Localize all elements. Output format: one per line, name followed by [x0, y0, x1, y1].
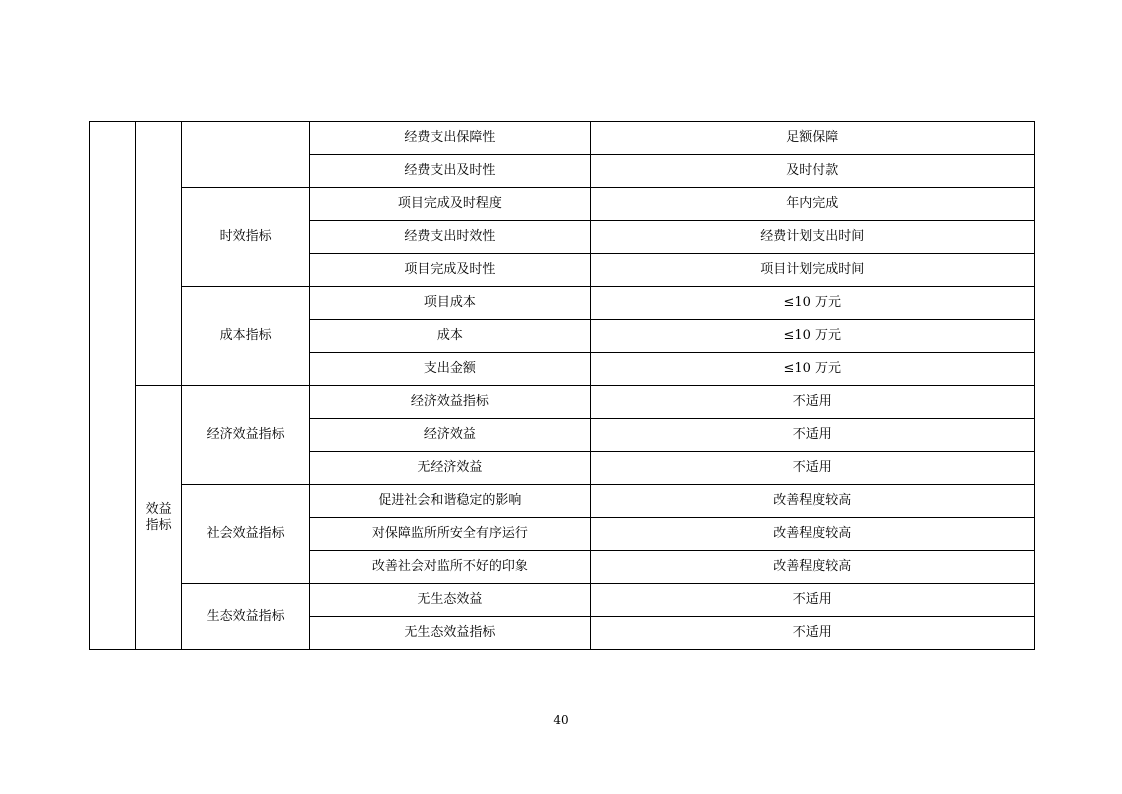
benefit-label-line: 指标: [145, 517, 172, 533]
value-cell: 经费计划支出时间: [590, 221, 1035, 254]
benefit-label-line: 效益: [145, 501, 172, 517]
indicator-cell: 项目成本: [310, 287, 590, 320]
indicator-cell: 促进社会和谐稳定的影响: [310, 485, 590, 518]
performance-indicator-table: [89, 121, 1035, 650]
value-cell: 不适用: [590, 386, 1035, 419]
indicator-cell: 经济效益指标: [310, 386, 590, 419]
indicator-cell: 无生态效益: [310, 584, 590, 617]
ecological-indicator-label: 生态效益指标: [182, 584, 310, 650]
table-row: [90, 386, 1035, 419]
value-cell: 改善程度较高: [590, 551, 1035, 584]
value-cell: 不适用: [590, 584, 1035, 617]
social-indicator-label: 社会效益指标: [182, 485, 310, 584]
table-row: [90, 485, 1035, 518]
value-cell: 项目计划完成时间: [590, 254, 1035, 287]
indicator-cell: 成本: [310, 320, 590, 353]
value-cell: ≤10 万元: [590, 287, 1035, 320]
table-row: [90, 188, 1035, 221]
value-cell: ≤10 万元: [590, 353, 1035, 386]
benefit-indicator-label: [136, 386, 182, 650]
indicator-cell: 无生态效益指标: [310, 617, 590, 650]
page-number: 40: [553, 713, 569, 727]
cost-indicator-label: 成本指标: [182, 287, 310, 386]
value-cell: 不适用: [590, 419, 1035, 452]
indicator-cell: 项目完成及时程度: [310, 188, 590, 221]
indicator-cell: 支出金额: [310, 353, 590, 386]
value-cell: 改善程度较高: [590, 518, 1035, 551]
timeliness-indicator-label: 时效指标: [182, 188, 310, 287]
level2-cell-output: [136, 122, 182, 386]
value-cell: 改善程度较高: [590, 485, 1035, 518]
table-row: [90, 122, 1035, 155]
indicator-cell: 改善社会对监所不好的印象: [310, 551, 590, 584]
indicator-cell: 经费支出时效性: [310, 221, 590, 254]
value-cell: 及时付款: [590, 155, 1035, 188]
indicator-cell: 经济效益: [310, 419, 590, 452]
value-cell: ≤10 万元: [590, 320, 1035, 353]
level1-cell: [90, 122, 136, 650]
value-cell: 年内完成: [590, 188, 1035, 221]
economic-indicator-label: 经济效益指标: [182, 386, 310, 485]
level3-cell-empty: [182, 122, 310, 188]
table-row: [90, 584, 1035, 617]
value-cell: 不适用: [590, 452, 1035, 485]
indicator-cell: 经费支出保障性: [310, 122, 590, 155]
table-row: [90, 287, 1035, 320]
indicator-cell: 无经济效益: [310, 452, 590, 485]
value-cell: 不适用: [590, 617, 1035, 650]
value-cell: 足额保障: [590, 122, 1035, 155]
indicator-cell: 项目完成及时性: [310, 254, 590, 287]
indicator-cell: 经费支出及时性: [310, 155, 590, 188]
indicator-cell: 对保障监所所安全有序运行: [310, 518, 590, 551]
